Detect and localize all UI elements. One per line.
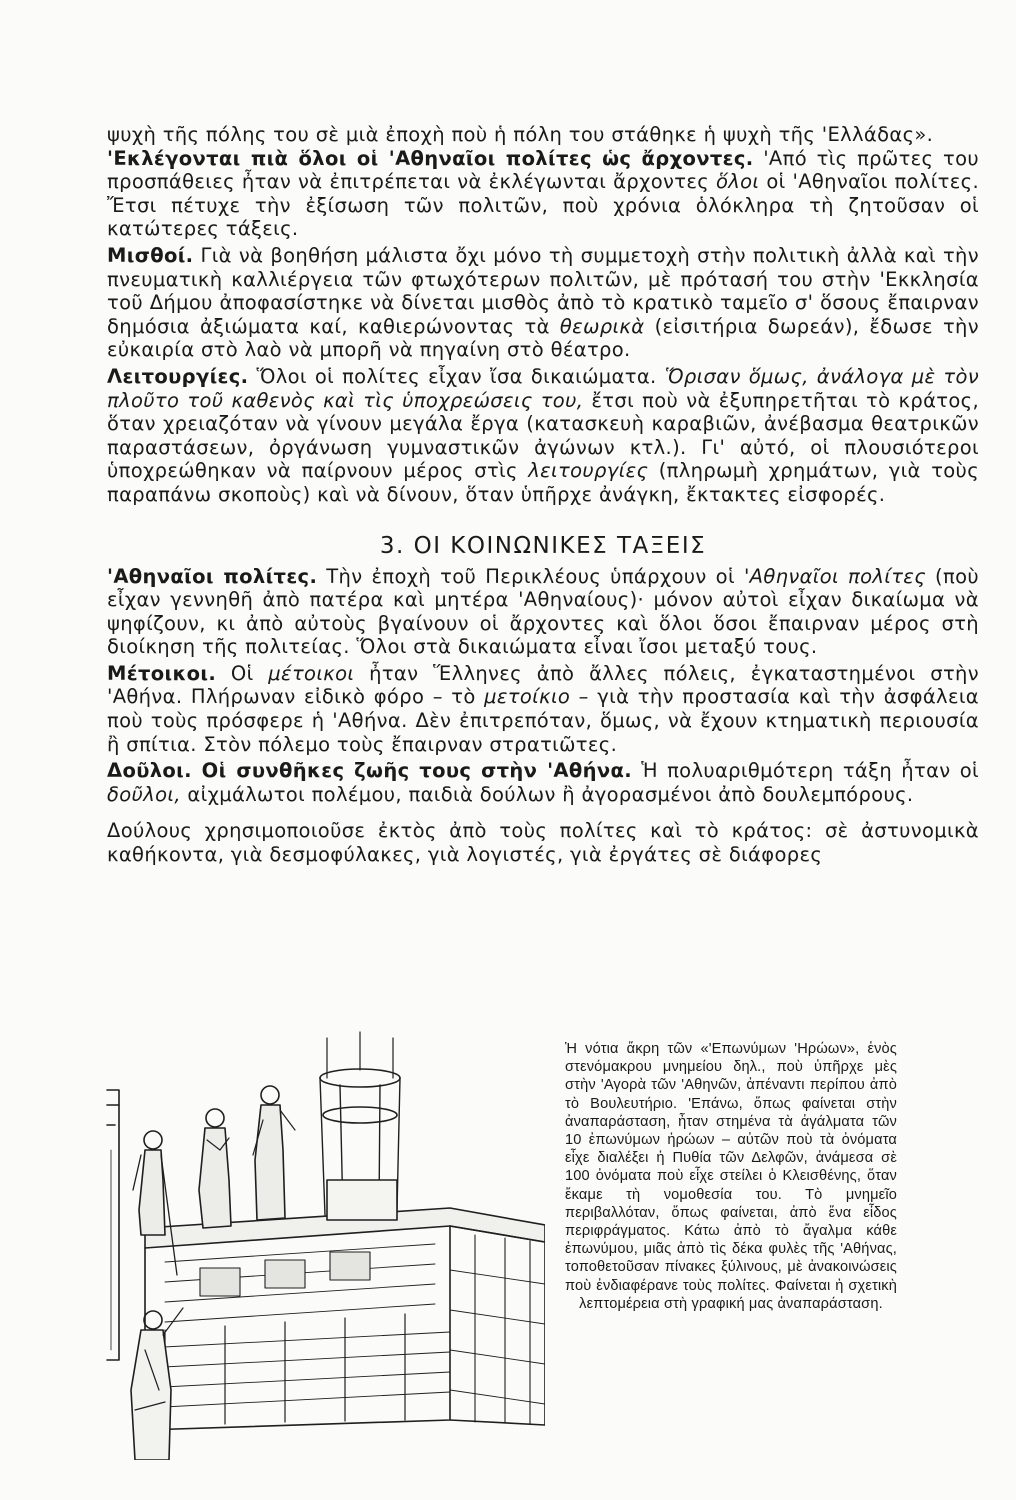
page-body — [107, 123, 979, 867]
monument-illustration — [105, 1030, 545, 1460]
eklegontai-heading: 'Εκλέγονται πιὰ ὅλοι οἱ 'Αθηναῖοι πολίτες ὡς ἄρχοντες. — [107, 146, 754, 170]
misthoi-paragraph: Μισθοί. Γιὰ νὰ βοηθήση μάλιστα ὄχι μόνο τὴ συμμετοχὴ στὴν πολιτικὴ ἀλλὰ καὶ τὴν πνευματικὴ καλλιέργεια τῶν φτωχότερων πολιτῶν, μὲ πρότασή του στὴν 'Εκκλησία τοῦ Δήμου ἀποφασίστηκε νὰ δίνεται μισθὸς ἀπὸ τὸ κρατικὸ ταμεῖο σ' ὅσους ἔπαιρναν δημόσια ἀξιώματα καί, καθιερώνοντας τὰ θεωρικὰ (εἰσιτήρια δωρεάν), ἔδωσε τὴν εὐκαιρία στὸ λαὸ νὰ μπορῆ νὰ πηγαίνη στὸ θέατρο. — [107, 243, 979, 362]
doulous-paragraph: Δούλους χρησιμοποιοῦσε ἐκτὸς ἀπὸ τοὺς πολίτες καὶ τὸ κράτος: σὲ ἀστυνομικὰ καθήκοντα, γιὰ δεσμοφύλακες, γιὰ λογιστές, γιὰ ἐργάτες σὲ διάφορες — [107, 819, 979, 867]
leitourgies-paragraph: Λειτουργίες. Ὅλοι οἱ πολίτες εἶχαν ἴσα δικαιώματα. Ὅρισαν ὅμως, ἀνάλογα μὲ τὸν πλοῦτο τοῦ καθενὸς καὶ τὶς ὑποχρεώσεις του, ἔτσι ποὺ νὰ ἐξυπηρετῆται τὸ κράτος, ὅταν χρειαζόταν νὰ γίνουν μεγάλα ἔργα (κατασκευὴ καραβιῶν, ἀνέβασμα θεατρικῶν παραστάσεων, ὀργάνωση γυμναστικῶν ἀγώνων κτλ.). Γι' αὐτό, οἱ πλουσιότεροι ὑποχρεώθηκαν νὰ παίρνουν μέρος στὶς λειτουργίες (πληρωμὴ χρημάτων, γιὰ τοὺς παραπάνω σκοποὺς) καὶ νὰ δίνουν, ὅταν ὑπῆρχε ἀνάγκη, ἔκτακτες εἰσφορές. — [107, 364, 980, 506]
monument-base-drawing — [145, 1208, 545, 1430]
statue-2-drawing — [199, 1109, 231, 1228]
athenaioi-paragraph: 'Αθηναῖοι πολίτες. Τὴν ἐποχὴ τοῦ Περικλέους ὑπάρχουν οἱ 'Αθηναῖοι πολίτες (ποὺ εἶχαν γεννηθῆ ἀπὸ πατέρα καὶ μητέρα 'Αθηναίους)· μόνον αὐτοὶ εἶχαν δικαίωμα νὰ ψηφίζουν, κι ἀπὸ αὐτοὺς βγαίνουν οἱ ἄρχοντες καὶ ὅλοι ὅσοι ἔπαιρναν μέρος στὴ διοίκηση τῆς πολιτείας. Ὅλοι στὰ δικαιώματα εἶναι ἴσοι μεταξύ τους. — [107, 564, 979, 659]
left-column-drawing — [107, 1090, 119, 1360]
figure-caption: Ἡ νότια ἄκρη τῶν «'Επωνύμων 'Ηρώων», ἑνὸς στενόμακρου μνημείου δηλ., ποὺ ὑπῆρχε μὲς στὴν 'Αγορὰ τῶν 'Αθηνῶν, ἀπέναντι περίπου ἀπὸ τὸ Βουλευτήριο. 'Επάνω, ὅπως φαίνεται στὴν ἀναπαράσταση, ἦταν στημένα τὰ ἀγάλματα τῶν 10 ἐπωνύμων ἡρώων – αὐτῶν ποὺ τὰ ὀνόματα εἶχε διαλέξει ἡ Πυθία τῶν Δελφῶν, ἀνάμεσα σὲ 100 ὀνόματα ποὺ εἶχε στείλει ὁ Κλεισθένης, ὅταν ἔκαμε τὴ νομοθεσία του. Τὸ μνημεῖο περιβαλλόταν, ὅπως φαίνεται, ἀπὸ ἕνα εἶδος περιφράγματος. Κάτω ἀπὸ τὸ ἄγαλμα κάθε ἐπωνύμου, μιᾶς ἀπὸ τὶς δέκα φυλὲς τῆς 'Αθήνας, τοποθετοῦσαν πίνακες ξύλινους, μὲ ἀνακοινώσεις ποὺ ἐνδιαφέρανε τοὺς πολίτες. Φαίνεται ἡ σχετικὴ λεπτομέρεια στὴ γραφική μας ἀναπαράσταση. — [565, 1041, 897, 1312]
douloi-heading: Δοῦλοι. Οἱ συνθῆκες ζωῆς τους στὴν 'Αθήνα. — [107, 759, 632, 783]
citizen-figure-drawing — [131, 1308, 183, 1460]
tripod-drawing — [320, 1032, 400, 1220]
statue-3-drawing — [253, 1086, 295, 1220]
intro-paragraph: ψυχὴ τῆς πόλης του σὲ μιὰ ἐποχὴ ποὺ ἡ πόλη του στάθηκε ἡ ψυχὴ τῆς 'Ελλάδας». — [107, 123, 934, 146]
leitourgies-heading: Λειτουργίες. — [107, 364, 249, 388]
misthoi-heading: Μισθοί. — [107, 243, 194, 267]
metoikoi-heading: Μέτοικοι. — [107, 661, 217, 685]
eklegontai-paragraph: 'Εκλέγονται πιὰ ὅλοι οἱ 'Αθηναῖοι πολίτες ὡς ἄρχοντες. 'Από τὶς πρῶτες του προσπάθειες ἦταν νὰ ἐπιτρέπεται νὰ ἐκλέγωνται ἄρχοντες ὅλοι οἱ 'Αθηναῖοι πολίτες. Ἔτσι πέτυχε τὴν ἐξίσωση τῶν πολιτῶν, ποὺ χρόνια ὁλόκληρα τὴ ζητοῦσαν οἱ κατώτερες τάξεις. — [107, 146, 979, 241]
statue-1-drawing — [133, 1131, 177, 1275]
douloi-paragraph: Δοῦλοι. Οἱ συνθῆκες ζωῆς τους στὴν 'Αθήνα. Ἡ πολυαριθμότερη τάξη ἦταν οἱ δοῦλοι, αἰχμάλωτοι πολέμου, παιδιὰ δούλων ἢ ἀγορασμένοι ἀπὸ δουλεμπόρους. — [107, 759, 979, 806]
athenaioi-heading: 'Αθηναῖοι πολίτες. — [107, 564, 318, 588]
metoikoi-paragraph: Μέτοικοι. Οἱ μέτοικοι ἦταν Ἕλληνες ἀπὸ ἄλλες πόλεις, ἐγκαταστημένοι στὴν 'Αθήνα. Πλήρωναν εἰδικὸ φόρο – τὸ μετοίκιο – γιὰ τὴν προστασία καὶ τὴν ἀσφάλεια ποὺ τοὺς πρόσφερε ἡ 'Αθήνα. Δὲν ἐπιτρεπόταν, ὅμως, νὰ ἔχουν κτηματικὴ περιουσία ἢ σπίτια. Στὸν πόλεμο τοὺς ἔπαιρναν στρατιῶτες. — [107, 661, 979, 756]
section-title: 3. ΟΙ ΚΟΙΝΩΝΙΚΕΣ ΤΑΞΕΙΣ — [379, 532, 707, 559]
